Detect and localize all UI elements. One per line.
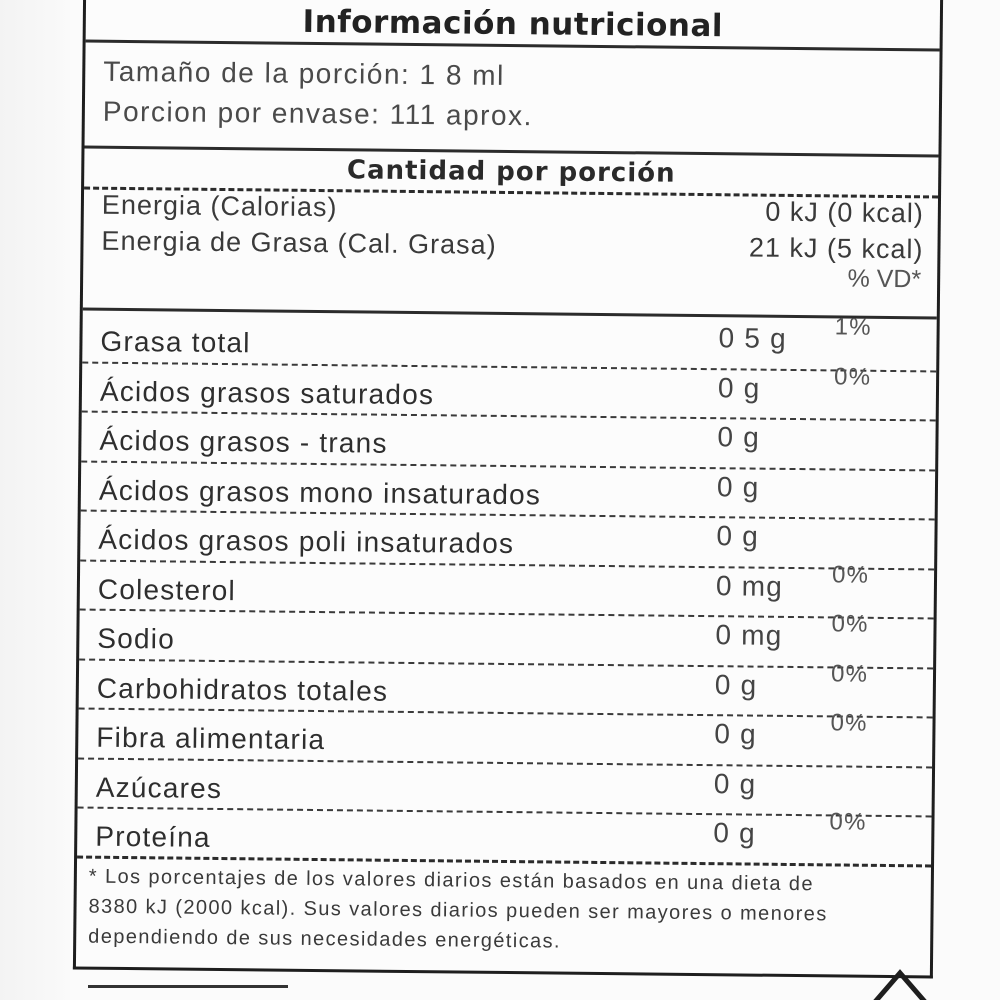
nutrient-name: Proteína — [95, 820, 211, 853]
nutrient-amount: 0 g — [717, 421, 761, 453]
nutrient-name: Ácidos grasos poli insaturados — [98, 523, 515, 560]
nutrient-row — [97, 658, 919, 713]
nutrition-facts-label — [73, 0, 943, 978]
nutrient-row — [97, 609, 919, 664]
recycle-triangle-icon — [845, 965, 955, 1000]
nutrient-daily-value: 0% — [831, 610, 869, 638]
nutrient-amount: 0 g — [713, 767, 757, 800]
nutrient-name: Carbohidratos totales — [96, 672, 389, 707]
nutrient-name: Ácidos grasos saturados — [99, 375, 435, 410]
nutrient-row — [100, 312, 922, 367]
nutrient-daily-value: 0% — [830, 659, 869, 688]
nutrient-amount: 0 5 g — [718, 322, 787, 354]
nutrient-row — [98, 559, 920, 614]
nutrient-name: Azúcares — [95, 771, 223, 804]
nutrient-amount: 0 mg — [715, 619, 783, 651]
serving-size: Tamaño de la porción: 1 8 ml — [103, 55, 505, 91]
nutrient-daily-value: 0% — [830, 709, 868, 737]
background-edge — [0, 0, 70, 1000]
cut-off-text — [88, 985, 288, 1000]
nutrient-amount: 0 g — [714, 668, 758, 701]
nutrient-name: Colesterol — [97, 573, 237, 606]
servings-per-container: Porcion por envase: 111 aprox. — [102, 95, 534, 132]
nutrient-amount: 0 g — [713, 817, 757, 849]
footnote-line: dependiendo de sus necesidades energéticas. — [88, 925, 562, 953]
nutrient-row — [95, 807, 917, 862]
label-title: Información nutricional — [302, 3, 724, 45]
nutrient-name: Sodio — [97, 622, 176, 655]
footnote-line: * Los porcentajes de los valores diarios están basados en una dieta de — [88, 865, 815, 896]
nutrient-row — [96, 757, 918, 812]
energy-fat-label: Energia de Grasa (Cal. Grasa) — [101, 225, 497, 260]
footnote — [88, 862, 919, 961]
nutrient-amount: 0 g — [716, 520, 760, 552]
energy-value: 0 kJ (0 kcal) — [765, 196, 925, 229]
nutrient-row — [100, 361, 922, 416]
nutrient-daily-value: 1% — [834, 313, 872, 341]
nutrient-daily-value: 0% — [829, 808, 867, 836]
nutrient-name: Ácidos grasos mono insaturados — [98, 474, 542, 510]
nutrient-daily-value: 0% — [831, 560, 870, 589]
nutrient-row — [98, 510, 920, 565]
energy-fat-value: 21 kJ (5 kcal) — [748, 232, 924, 265]
nutrient-name: Ácidos grasos - trans — [99, 424, 388, 459]
amount-per-serving-heading: Cantidad por porción — [346, 155, 676, 189]
nutrient-amount: 0 g — [714, 718, 758, 750]
footnote-line: 8380 kJ (2000 kcal). Sus valores diarios pueden ser mayores o menores — [88, 895, 828, 926]
nutrient-amount: 0 g — [717, 371, 761, 404]
nutrient-name: Grasa total — [100, 325, 251, 359]
nutrient-row — [99, 460, 921, 515]
nutrient-row — [99, 411, 921, 466]
nutrient-name: Fibra alimentaria — [96, 721, 326, 756]
daily-value-header: % VD* — [847, 264, 922, 294]
nutrient-amount: 0 mg — [715, 569, 784, 602]
nutrient-daily-value: 0% — [834, 362, 872, 391]
energy-fat-row — [101, 226, 923, 266]
nutrient-row — [96, 708, 918, 763]
nutrient-amount: 0 g — [716, 470, 760, 503]
energy-label: Energia (Calorias) — [101, 189, 338, 223]
